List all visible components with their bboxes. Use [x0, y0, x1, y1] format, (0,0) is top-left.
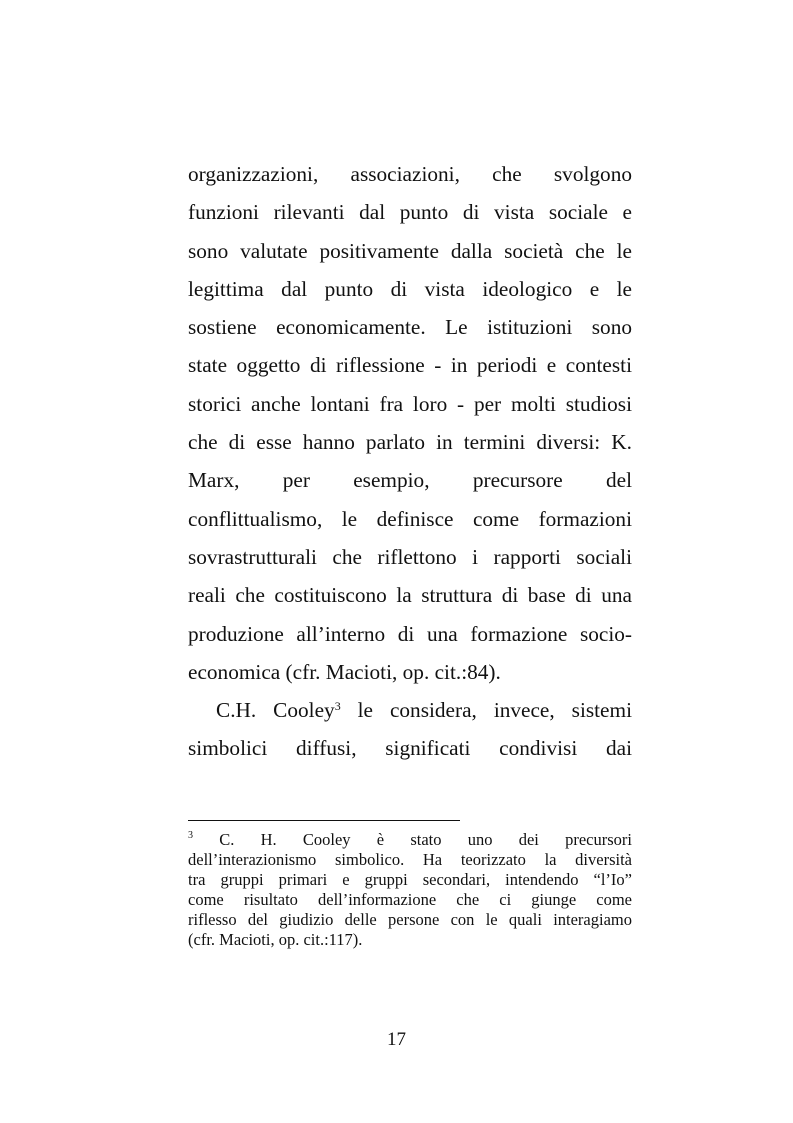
footnote-line: dell’interazionismo simbolico. Ha teorizzato la diversità — [188, 850, 632, 870]
footnote-line — [188, 830, 632, 850]
footnote-separator — [188, 820, 460, 821]
paragraph-two-start: C.H. Cooley — [216, 698, 335, 723]
footnote-line: riflesso del giudizio delle persone con le quali interagiamo — [188, 910, 632, 930]
footnote-line: come risultato dell’informazione che ci giunge come — [188, 890, 632, 910]
footnote-first-text: C. H. Cooley è stato uno dei precursori — [193, 830, 632, 849]
body-line: sostiene economicamente. Le istituzioni sono — [188, 315, 632, 340]
footnote-mark: 3 — [188, 830, 193, 841]
footnote-line-last: (cfr. Macioti, op. cit.:117). — [188, 930, 363, 950]
footnote-line: tra gruppi primari e gruppi secondari, intendendo “l’Io” — [188, 870, 632, 890]
body-line-last: economica (cfr. Macioti, op. cit.:84). — [188, 659, 501, 684]
body-line: produzione all’interno di una formazione socio- — [188, 621, 632, 646]
paragraph-two-line — [188, 691, 632, 729]
footnote-reference[interactable]: 3 — [334, 698, 341, 713]
body-line: che di esse hanno parlato in termini diversi: K. — [188, 430, 632, 455]
page-number: 17 — [387, 1029, 406, 1050]
body-line: simbolici diffusi, significati condivisi dai — [188, 736, 632, 761]
body-line: legittima dal punto di vista ideologico e le — [188, 276, 632, 301]
body-line: sono valutate positivamente dalla società che le — [188, 238, 632, 263]
paragraph-two-rest: le considera, invece, sistemi — [340, 698, 632, 723]
body-line: storici anche lontani fra loro - per molti studiosi — [188, 391, 632, 416]
body-line: funzioni rilevanti dal punto di vista sociale e — [188, 200, 632, 225]
body-line: state oggetto di riflessione - in periodi e contesti — [188, 353, 632, 378]
body-line: Marx, per esempio, precursore del — [188, 468, 632, 493]
body-line: reali che costituiscono la struttura di base di una — [188, 583, 632, 608]
body-text — [188, 155, 632, 768]
body-line: organizzazioni, associazioni, che svolgono — [188, 162, 632, 186]
footnote — [188, 830, 632, 951]
body-line: sovrastrutturali che riflettono i rapporti sociali — [188, 544, 632, 569]
body-line: conflittualismo, le definisce come formazioni — [188, 506, 632, 531]
